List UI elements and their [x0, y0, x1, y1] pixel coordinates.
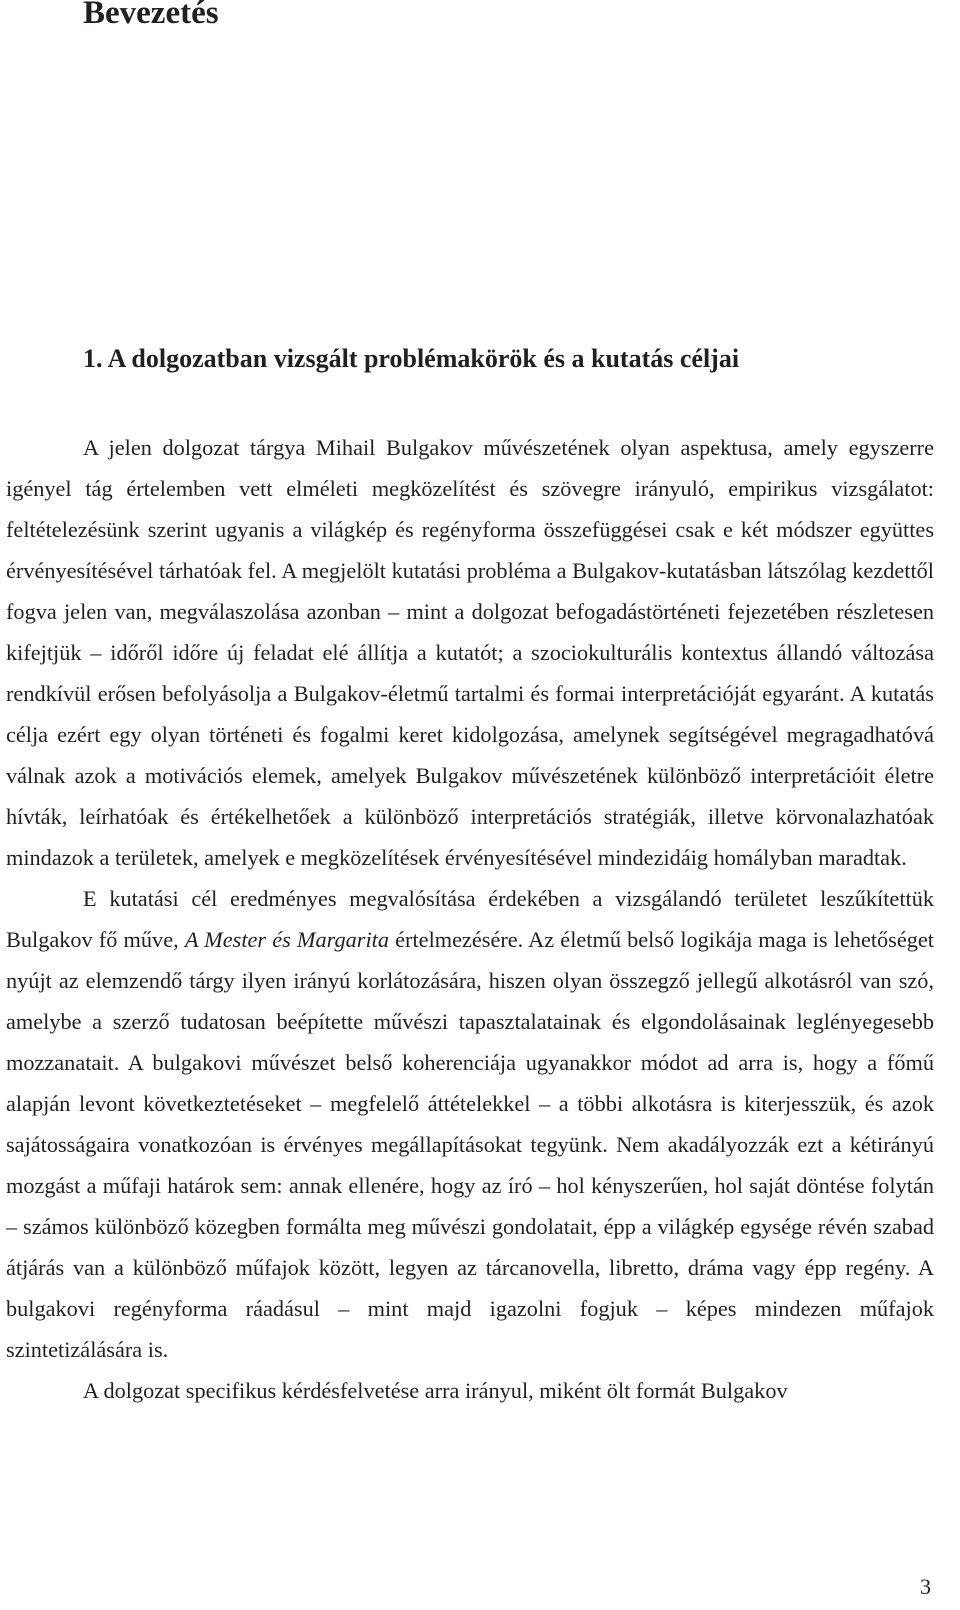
section-title: 1. A dolgozatban vizsgált problémakörök és a kutatás céljai: [83, 344, 740, 373]
work-title: A Mester és Margarita: [184, 927, 390, 952]
paragraph-2-text-end: értelmezésére. Az életmű belső logikája maga is lehetőséget nyújt az elemzendő tárgy ilyen irányú korlátozására, hiszen olyan összegző jellegű alkotásról van szó, amelybe a szerző tudatosan beépítette művészi tapasztalatainak és elgondolásainak leglényegesebb mozzanatait. A bulgakovi művészet belső koherenciája ugyanakkor módot ad arra is, hogy a főmű alapján levont következtetéseket – megfelelő áttételekkel – a többi alkotásra is kiterjesszük, és azok sajátosságaira vonatkozóan is érvényes megállapításokat tegyünk. Nem akadályozzák ezt a kétirányú mozgást a műfaji határok sem: annak ellenére, hogy az író – hol kényszerűen, hol saját döntése folytán – számos különböző közegben formálta meg művészi gondolatait, épp a világkép egysége révén szabad átjárás van a különböző műfajok között, legyen az tárcanovella, libretto, dráma vagy épp regény. A bulgakovi regényforma ráadásul – mint majd igazolni fogjuk – képes mindezen műfajok szintetizálására is.: [6, 927, 934, 1362]
paragraph-2-text-start: E kutatási cél eredményes megvalósítása érdekében a vizsgálandó területet leszűkítettük Bulgakov fő műve,: [6, 886, 934, 952]
page-number: 3: [920, 1574, 931, 1599]
chapter-title: Bevezetés: [83, 0, 219, 31]
paragraph-3: A dolgozat specifikus kérdésfelvetése arra irányul, miként ölt formát Bulgakov: [83, 1378, 788, 1403]
body-text: [6, 427, 934, 1411]
paragraph-1: A jelen dolgozat tárgya Mihail Bulgakov művészetének olyan aspektusa, amely egyszerre igényel tág értelemben vett elméleti megközelítést és szövegre irányuló, empirikus vizsgálatot: feltételezésünk szerint ugyanis a világkép és regényforma összefüggései csak e két módszer együttes érvényesítésével tárhatóak fel. A megjelölt kutatási probléma a Bulgakov-kutatásban látszólag kezdettől fogva jelen van, megválaszolása azonban – mint a dolgozat befogadástörténeti fejezetében részletesen kifejtjük – időről időre új feladat elé állítja a kutatót; a szociokulturális kontextus állandó változása rendkívül erősen befolyásolja a Bulgakov-életmű tartalmi és formai interpretációját egyaránt. A kutatás célja ezért egy olyan történeti és fogalmi keret kidolgozása, amelynek segítségével megragadhatóvá válnak azok a motivációs elemek, amelyek Bulgakov művészetének különböző interpretációit életre hívták, leírhatóak és értékelhetőek a különböző interpretációs stratégiák, illetve körvonalazhatóak mindazok a területek, amelyek e megközelítések érvényesítésével mindezidáig homályban maradtak.: [6, 435, 934, 870]
paragraph-2: [6, 878, 934, 1370]
